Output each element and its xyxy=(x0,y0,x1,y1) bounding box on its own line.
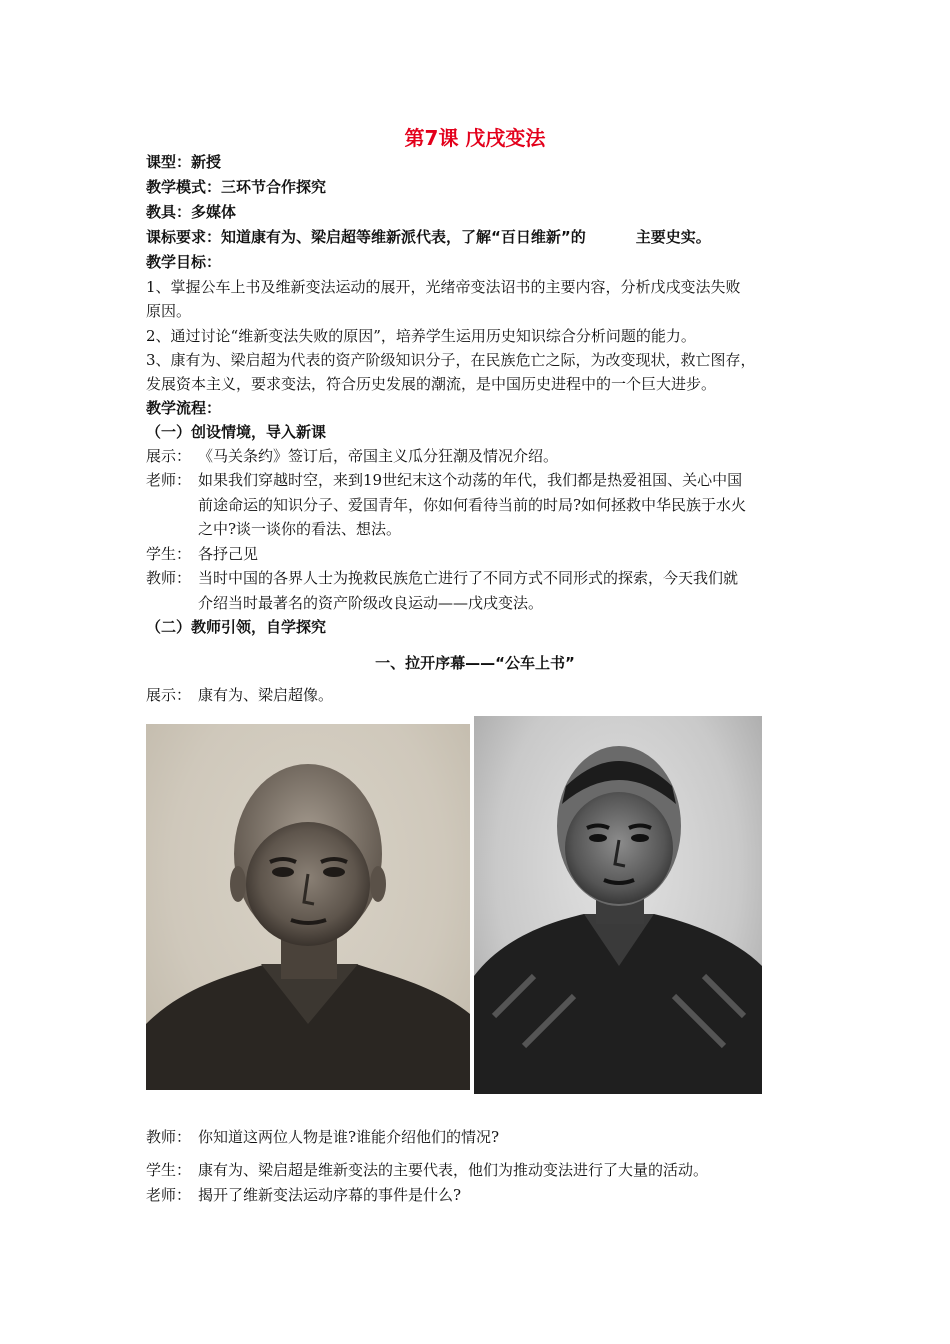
dialog2-instructor-line xyxy=(146,1185,816,1205)
subheading-gongche: 一、拉开序幕——“公车上书” xyxy=(375,654,575,672)
teaching-tools: 教具：多媒体 xyxy=(146,203,237,221)
portrait-photo-left xyxy=(146,724,470,1090)
dialog2-student-line xyxy=(146,1160,816,1180)
section-2-heading: （二）教师引领，自学探究 xyxy=(146,618,327,636)
speaker-label: 教师： xyxy=(146,569,192,587)
portrait-right-drawing xyxy=(474,716,762,1094)
section-1-heading: （一）创设情境，导入新课 xyxy=(146,423,327,441)
dialog-text: 康有为、梁启超像。 xyxy=(198,686,334,704)
goal-3-line-2: 发展资本主义，要求变法，符合历史发展的潮流，是中国历史进程中的一个巨大进步。 xyxy=(146,375,717,393)
teaching-mode: 教学模式：三环节合作探究 xyxy=(146,178,327,196)
lesson-type: 课型：新授 xyxy=(146,153,222,171)
dialog-text: 你知道这两位人物是谁?谁能介绍他们的情况? xyxy=(198,1128,500,1146)
portrait-photo-right xyxy=(474,716,762,1094)
dialog-teacher-line-1 xyxy=(146,470,816,490)
dialog-text: 《马关条约》签订后，帝国主义瓜分狂潮及情况介绍。 xyxy=(198,447,559,465)
dialog2-teacher-line xyxy=(146,1127,816,1147)
goal-1-line-2: 原因。 xyxy=(146,302,192,320)
speaker-label: 展示： xyxy=(146,686,192,704)
dialog-text: 各抒己见 xyxy=(198,545,259,563)
lesson-title: 第7课 戊戌变法 xyxy=(404,126,546,150)
dialog-teacher-line-3: 之中?谈一谈你的看法、想法。 xyxy=(198,520,402,538)
dialog-text: 康有为、梁启超是维新变法的主要代表，他们为推动变法进行了大量的活动。 xyxy=(198,1161,709,1179)
curriculum-standard-part2: 主要史实。 xyxy=(635,228,711,246)
curriculum-standard-part1: 课标要求：知道康有为、梁启超等维新派代表，了解“百日维新”的 xyxy=(146,228,586,246)
goal-1-line-1: 1、掌握公车上书及维新变法运动的展开，光绪帝变法诏书的主要内容，分析戊戌变法失败 xyxy=(146,278,741,296)
speaker-label: 教师： xyxy=(146,1128,192,1146)
goal-2: 2、通过讨论“维新变法失败的原因”，培养学生运用历史知识综合分析问题的能力。 xyxy=(146,327,696,345)
speaker-label: 学生： xyxy=(146,1161,192,1179)
flow-heading: 教学流程： xyxy=(146,399,222,417)
speaker-label: 老师： xyxy=(146,471,192,489)
speaker-label: 老师： xyxy=(146,1186,192,1204)
curriculum-standard xyxy=(146,227,816,247)
dialog-text: 如果我们穿越时空，来到19世纪末这个动荡的年代，我们都是热爱祖国、关心中国 xyxy=(198,471,743,489)
show-portraits-line xyxy=(146,685,816,705)
dialog-instructor-line-1 xyxy=(146,568,816,588)
dialog-text: 当时中国的各界人士为挽救民族危亡进行了不同方式不同形式的探索，今天我们就 xyxy=(198,569,739,587)
dialog-instructor-line-2: 介绍当时最著名的资产阶级改良运动——戊戌变法。 xyxy=(198,594,544,612)
portrait-left-drawing xyxy=(146,724,470,1090)
speaker-label: 学生： xyxy=(146,545,192,563)
dialog-text: 揭开了维新变法运动序幕的事件是什么? xyxy=(198,1186,462,1204)
speaker-label: 展示： xyxy=(146,447,192,465)
goal-3-line-1: 3、康有为、梁启超为代表的资产阶级知识分子，在民族危亡之际，为改变现状，救亡图存， xyxy=(146,351,756,369)
dialog-show-line xyxy=(146,446,816,466)
goals-heading: 教学目标： xyxy=(146,253,222,271)
dialog-student-line xyxy=(146,544,816,564)
dialog-teacher-line-2: 前途命运的知识分子、爱国青年，你如何看待当前的时局?如何拯救中华民族于水火 xyxy=(198,496,747,514)
